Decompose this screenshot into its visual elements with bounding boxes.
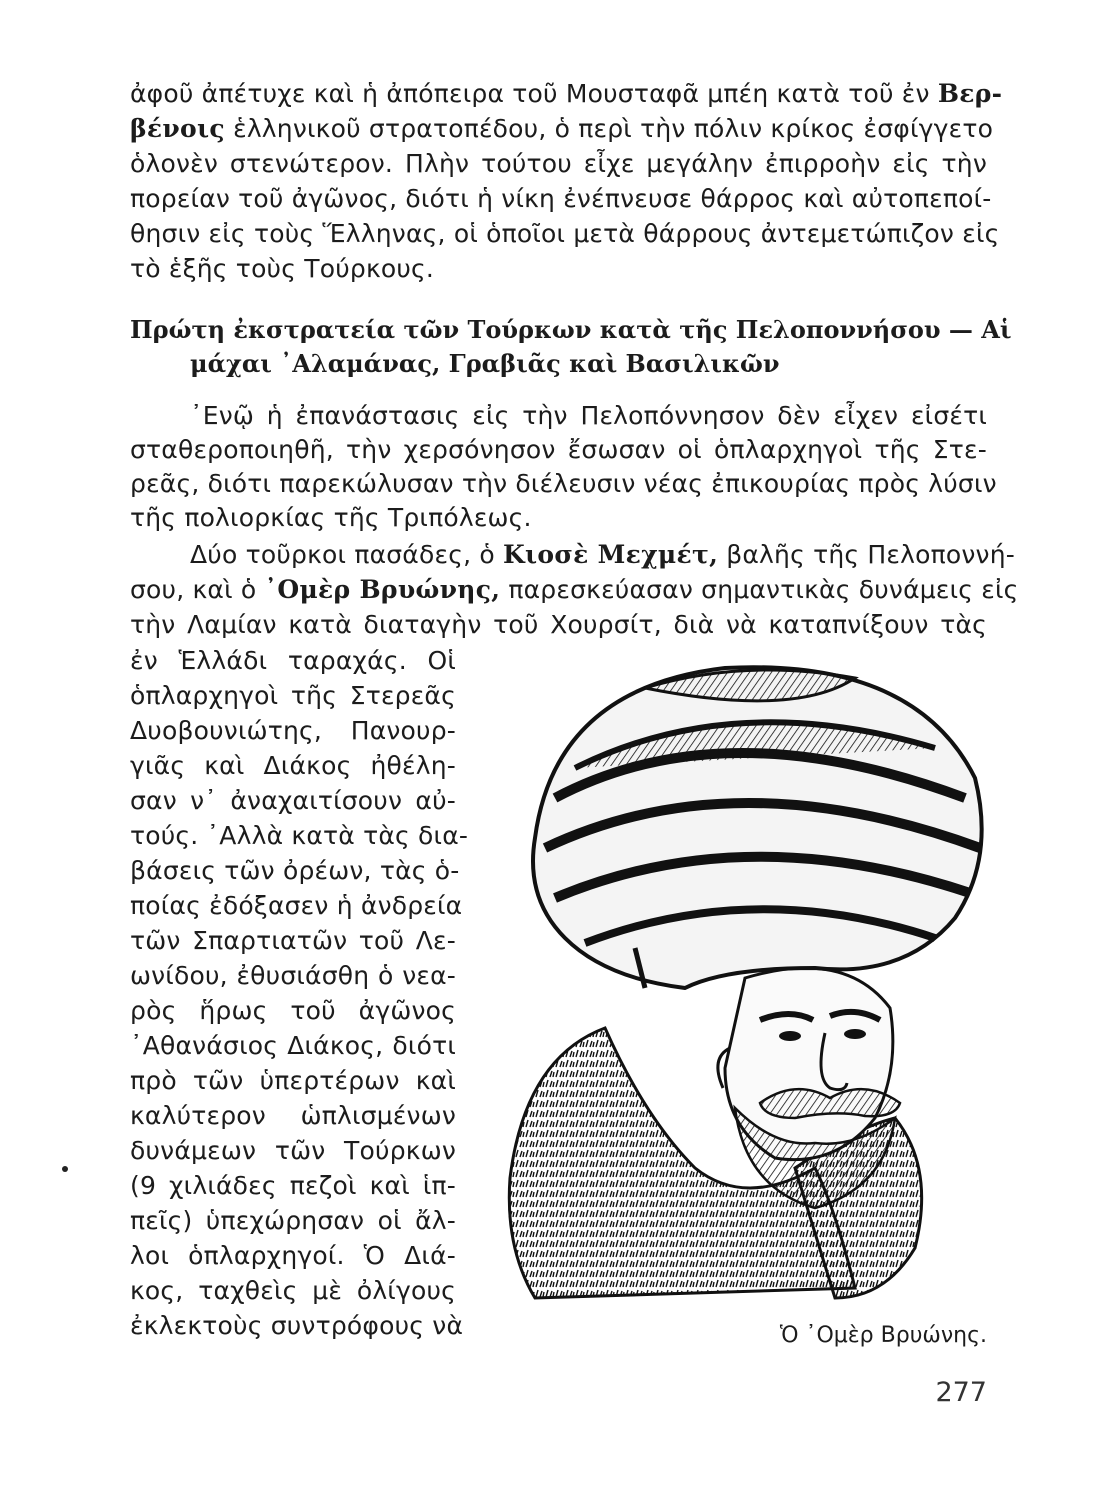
column-line: ἐκλεκτοὺς συντρόφους νὰ — [130, 1311, 464, 1340]
paragraph1-line-2: βένοις ἑλληνικοῦ στρατοπέδου, ὁ περὶ τὴν πόλιν κρίκος ἐσφίγγετο — [130, 114, 994, 143]
paragraph1-line-1: ἀφοῦ ἀπέτυχε καὶ ἡ ἀπόπειρα τοῦ Μουσταφᾶ μπέη κατὰ τοῦ ἐν Βερ- — [130, 79, 1003, 108]
column-line: ρὸς ἥρως τοῦ ἀγῶνος — [130, 996, 456, 1025]
paragraph3-line-3: τὴν Λαμίαν κατὰ διαταγὴν τοῦ Χουρσίτ, διὰ νὰ καταπνίξουν τὰς — [130, 610, 987, 639]
page-number: 277 — [935, 1377, 987, 1408]
column-line: πρὸ τῶν ὑπερτέρων καὶ — [130, 1066, 456, 1095]
column-line: τῶν Σπαρτιατῶν τοῦ Λε- — [130, 926, 456, 955]
paragraph1-line-6: τὸ ἑξῆς τοὺς Τούρκους. — [130, 254, 435, 283]
paragraph3-line-1: Δύο τοῦρκοι πασάδες, ὁ Κιοσὲ Μεχμέτ, βαλῆς τῆς Πελοποννή- — [190, 540, 1015, 569]
section-heading-line-2: μάχαι ᾿Αλαμάνας, Γραβιᾶς καὶ Βασιλικῶν — [190, 349, 780, 378]
margin-dot — [62, 1166, 68, 1172]
column-line: καλύτερον ὡπλισμένων — [130, 1101, 456, 1130]
column-line: δυνάμεων τῶν Τούρκων — [130, 1136, 456, 1165]
column-line: γιᾶς καὶ Διάκος ἠθέλη- — [130, 751, 456, 780]
column-line: ὁπλαρχηγοὶ τῆς Στερεᾶς — [130, 681, 456, 710]
section-heading-line-1: Πρώτη ἐκστρατεία τῶν Τούρκων κατὰ τῆς Πελοποννήσου — Αἱ — [130, 315, 1012, 344]
paragraph2-line-3: ρεᾶς, διότι παρεκώλυσαν τὴν διέλευσιν νέας ἐπικουρίας πρὸς λύσιν — [130, 469, 997, 498]
portrait-illustration — [495, 648, 1015, 1318]
column-line: Δυοβουνιώτης, Πανουρ- — [130, 716, 456, 745]
column-line: λοι ὁπλαρχηγοί. Ὁ Διά- — [130, 1241, 456, 1270]
column-line: πεῖς) ὑπεχώρησαν οἱ ἄλ- — [130, 1206, 456, 1235]
paragraph2-line-1: ᾿Ενῷ ἡ ἐπανάστασις εἰς τὴν Πελοπόννησον δὲν εἶχεν εἰσέτι — [190, 401, 987, 430]
paragraph1-line-3: ὁλονὲν στενώτερον. Πλὴν τούτου εἶχε μεγάλην ἐπιρροὴν εἰς τὴν — [130, 149, 987, 178]
paragraph2-line-2: σταθεροποιηθῆ, τὴν χερσόνησον ἔσωσαν οἱ ὁπλαρχηγοὶ τῆς Στε- — [130, 435, 987, 464]
column-line: ωνίδου, ἐθυσιάσθη ὁ νεα- — [130, 961, 456, 990]
paragraph2-line-4: τῆς πολιορκίας τῆς Τριπόλεως. — [130, 503, 532, 532]
column-line: κος, ταχθεὶς μὲ ὀλίγους — [130, 1276, 456, 1305]
figure-caption: Ὁ ᾿Ομὲρ Βρυώνης. — [779, 1323, 987, 1348]
column-line: τούς. ᾿Αλλὰ κατὰ τὰς δια- — [130, 821, 469, 850]
paragraph1-line-5: θησιν εἰς τοὺς Ἕλληνας, οἱ ὁποῖοι μετὰ θάρρους ἀντεμετώπιζον εἰς — [130, 219, 1000, 248]
column-line: ᾿Αθανάσιος Διάκος, διότι — [130, 1031, 456, 1060]
column-line: (9 χιλιάδες πεζοὶ καὶ ἱπ- — [130, 1171, 456, 1200]
paragraph1-line-4: πορείαν τοῦ ἀγῶνος, διότι ἡ νίκη ἐνέπνευσε θάρρος καὶ αὐτοπεποί- — [130, 184, 992, 213]
column-line: ἐν Ἑλλάδι ταραχάς. Οἱ — [130, 646, 456, 675]
column-line: βάσεις τῶν ὀρέων, τὰς ὁ- — [130, 856, 460, 885]
column-line: σαν ν᾿ ἀναχαιτίσουν αὐ- — [130, 786, 456, 815]
paragraph3-line-2: σου, καὶ ὁ ᾿Ομὲρ Βρυώνης, παρεσκεύασαν σημαντικὰς δυνάμεις εἰς — [130, 575, 1019, 604]
column-line: ποίας ἐδόξασεν ἡ ἀνδρεία — [130, 891, 463, 920]
